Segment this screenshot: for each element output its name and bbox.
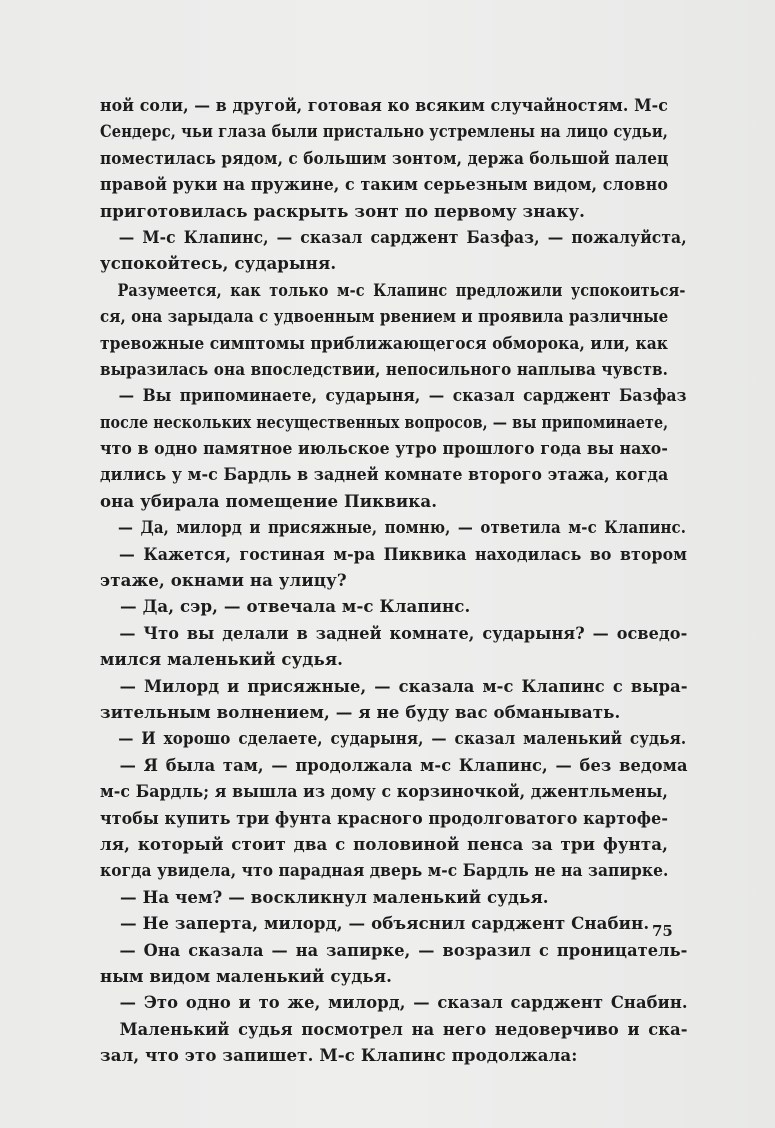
text-line: Маленький судья посмотрел на него недоверчиво и ска- xyxy=(119,1018,688,1039)
text-line: зал, что это запишет. М-с Клапинс продолжала: xyxy=(100,1045,578,1066)
text-line: что в одно памятное июльское утро прошлого года вы нахо- xyxy=(100,438,668,459)
page-number: 75 xyxy=(652,922,673,940)
text-line: ля, который стоит два с половиной пенса за три фунта, xyxy=(100,833,668,854)
text-line: этаже, окнами на улицу? xyxy=(100,570,347,591)
body-text xyxy=(100,92,688,1068)
text-line: мился маленький судья. xyxy=(100,649,344,670)
text-line: поместилась рядом, с большим зонтом, держа большой палец xyxy=(100,147,669,168)
text-line: приготовилась раскрыть зонт по первому знаку. xyxy=(100,200,586,221)
text-line: — Милорд и присяжные, — сказала м-с Клапинс с выра- xyxy=(119,675,688,696)
text-line: дились у м-с Бардль в задней комнате второго этажа, когда xyxy=(100,464,669,485)
text-line: — И хорошо сделаете, сударыня, — сказал маленький судья. xyxy=(118,728,687,749)
text-line: — На чем? — воскликнул маленький судья. xyxy=(120,886,549,907)
text-line: зительным волнением, — я не буду вас обманывать. xyxy=(100,701,621,722)
text-line: — М-с Клапинс, — сказал сарджент Базфаз, — пожалуйста, xyxy=(118,226,687,247)
text-line: правой руки на пружине, с таким серьезным видом, словно xyxy=(100,174,668,195)
text-line: ной соли, — в другой, готовая ко всяким случайностям. М-с xyxy=(100,95,668,115)
text-line: ся, она зарыдала с удвоенным рвением и проявила различные xyxy=(100,306,669,327)
text-line: когда увидела, что парадная дверь м-с Бардль не на запирке. xyxy=(100,860,669,881)
text-line: — Это одно и то же, милорд, — сказал сарджент Снабин. xyxy=(119,992,688,1013)
text-line: — Вы припоминаете, сударыня, — сказал сарджент Базфаз xyxy=(118,385,687,406)
text-line: — Да, милорд и присяжные, помню, — ответила м-с Клапинс. xyxy=(117,517,686,538)
text-line: после нескольких несущественных вопросов, — вы припоминаете, xyxy=(100,411,669,432)
text-line: — Кажется, гостиная м-ра Пиквика находилась во втором xyxy=(118,543,687,564)
text-line: Разумеется, как только м-с Клапинс предложили успокоиться- xyxy=(117,279,686,300)
text-line: м-с Бардль; я вышла из дому с корзиночкой, джентльмены, xyxy=(100,781,669,802)
text-line: чтобы купить три фунта красного продолговатого картофе- xyxy=(100,807,668,828)
text-line: — Да, сэр, — отвечала м-с Клапинс. xyxy=(120,596,471,617)
text-line: — Я была там, — продолжала м-с Клапинс, — без ведома xyxy=(119,754,688,775)
text-line: ным видом маленький судья. xyxy=(100,965,393,986)
text-line: — Она сказала — на запирке, — возразил с проницатель- xyxy=(119,939,688,960)
text-line: — Что вы делали в задней комнате, сударыня? — осведо- xyxy=(119,622,688,643)
text-line: выразилась она впоследствии, непосильного наплыва чувств. xyxy=(100,358,668,379)
text-line: — Не заперта, милорд, — объяснил сарджент Снабин. xyxy=(120,913,650,934)
text-line: тревожные симптомы приближающегося обморока, или, как xyxy=(100,332,669,353)
text-line: успокойтесь, сударыня. xyxy=(100,253,337,274)
text-line: она убирала помещение Пиквика. xyxy=(100,490,438,511)
text-line: Сендерс, чьи глаза были пристально устремлены на лицо судьи, xyxy=(100,121,668,142)
